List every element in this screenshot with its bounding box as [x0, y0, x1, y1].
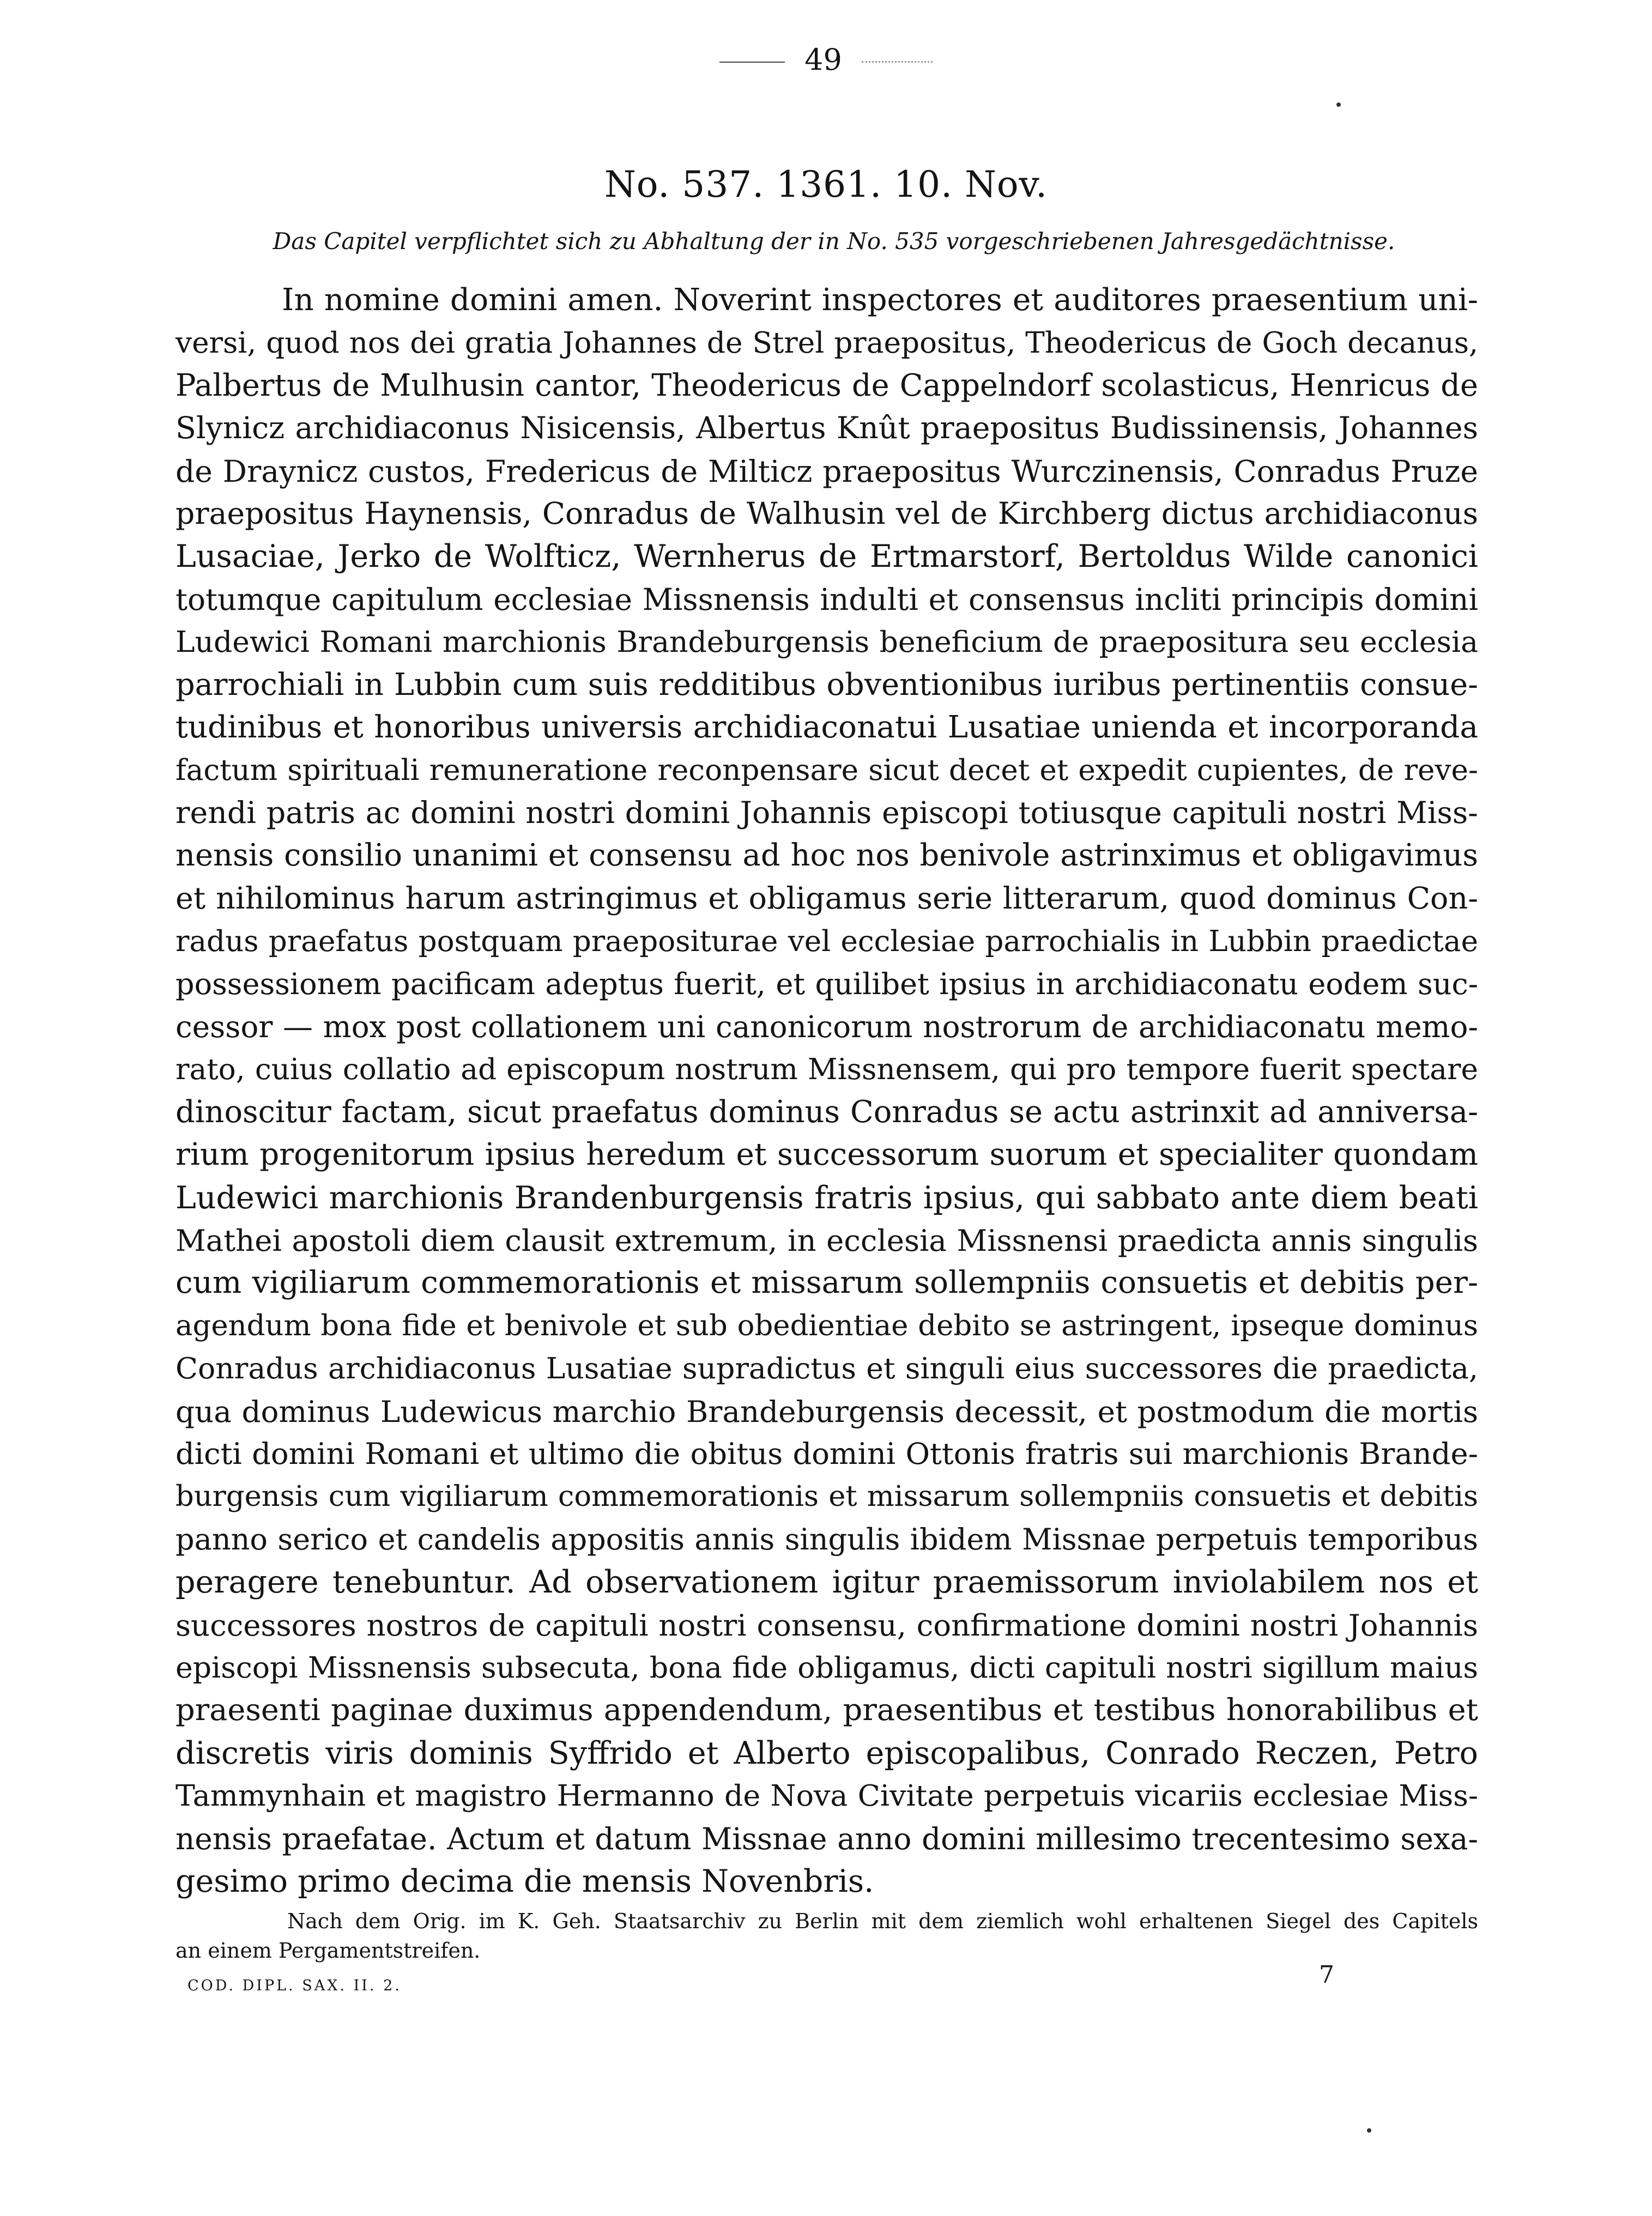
- body-line: tudinibus et honoribus universis archidiaconatui Lusatiae unienda et incorporanda: [176, 710, 1478, 746]
- body-line: Tammynhain et magistro Hermanno de Nova Civitate perpetuis vicariis ecclesiae Miss-: [176, 1778, 1478, 1813]
- body-line: qua dominus Ludewicus marchio Brandeburgensis decessit, et postmodum die mortis: [176, 1394, 1478, 1429]
- source-note-line: Nach dem Orig. im K. Geh. Staatsarchiv zu Berlin mit dem ziemlich wohl erhaltenen Siegel des Capitels: [287, 1909, 1478, 1933]
- body-line: panno serico et candelis appositis annis singulis ibidem Missnae perpetuis temporibus: [176, 1522, 1478, 1557]
- body-line: episcopi Missnensis subsecuta, bona fide obligamus, dicti capituli nostri sigillum maius: [176, 1650, 1478, 1685]
- source-note-line: an einem Pergamentstreifen.: [176, 1939, 481, 1963]
- signature-siglum: COD. DIPL. SAX. II. 2.: [187, 1977, 402, 1994]
- body-line: Slynicz archidiaconus Nisicensis, Albertus Knût praepositus Budissinensis, Johannes: [176, 411, 1478, 446]
- body-line: factum spirituali remuneratione reconpensare sicut decet et expedit cupientes, de reve-: [176, 753, 1478, 788]
- body-line: burgensis cum vigiliarum commemorationis et missarum sollempniis consuetis et debitis: [176, 1480, 1478, 1513]
- body-line: rendi patris ac domini nostri domini Johannis episcopi totiusque capituli nostri Miss-: [176, 795, 1478, 831]
- scan-speck: [1336, 102, 1341, 107]
- body-line: dinoscitur factam, sicut praefatus dominus Conradus se actu astrinxit ad anniversa-: [176, 1094, 1478, 1130]
- body-line: praepositus Haynensis, Conradus de Walhusin vel de Kirchberg dictus archidiaconus: [176, 497, 1478, 532]
- body-line: de Draynicz custos, Fredericus de Milticz praepositus Wurczinensis, Conradus Pruze: [176, 453, 1478, 489]
- body-line: In nomine domini amen. Noverint inspectores et auditores praesentium uni-: [282, 282, 1478, 318]
- body-line: possessionem pacificam adeptus fuerit, et quilibet ipsius in archidiaconatu eodem suc-: [176, 966, 1478, 1001]
- document-subtitle: Das Capitel verpflichtet sich zu Abhaltung der in No. 535 vorgeschriebenen Jahresgedächtnisse.: [273, 228, 1395, 255]
- scan-speck: [1367, 2128, 1371, 2133]
- body-line: totumque capitulum ecclesiae Missnensis indulti et consensus incliti principis domini: [176, 582, 1478, 617]
- body-line: rato, cuius collatio ad episcopum nostrum Missnensem, qui pro tempore fuerit spectare: [176, 1052, 1478, 1087]
- body-line: Conradus archidiaconus Lusatiae supradictus et singuli eius successores die praedicta,: [176, 1351, 1478, 1386]
- body-line: peragere tenebuntur. Ad observationem igitur praemissorum inviolabilem nos et: [176, 1564, 1478, 1601]
- body-line: gesimo primo decima die mensis Novenbris.: [176, 1863, 874, 1900]
- body-line: Lusaciae, Jerko de Wolfticz, Wernherus de Ertmarstorf, Bertoldus Wilde canonici: [176, 538, 1478, 575]
- body-line: cessor — mox post collationem uni canonicorum nostrorum de archidiaconatu memo-: [176, 1009, 1478, 1044]
- body-line: Ludewici marchionis Brandenburgensis fratris ipsius, qui sabbato ante diem beati: [176, 1179, 1478, 1216]
- body-line: successores nostros de capituli nostri consensu, confirmatione domini nostri Johannis: [176, 1607, 1478, 1643]
- document-title: No. 537. 1361. 10. Nov.: [604, 164, 1048, 205]
- page-number: [0, 43, 1652, 77]
- page-number-text: 49: [804, 43, 842, 77]
- body-line: praesenti paginae duximus appendendum, praesentibus et testibus honorabilibus et: [176, 1692, 1478, 1728]
- body-line: parrochiali in Lubbin cum suis redditibus obventionibus iuribus pertinentiis consue-: [176, 667, 1478, 703]
- document-body: [176, 279, 1478, 1903]
- body-line: Ludewici Romani marchionis Brandeburgensis beneficium de praepositura seu ecclesia: [176, 625, 1478, 659]
- body-line: dicti domini Romani et ultimo die obitus domini Ottonis fratris sui marchionis Brande-: [176, 1436, 1478, 1471]
- body-line: nensis praefatae. Actum et datum Missnae anno domini millesimo trecentesimo sexa-: [176, 1821, 1478, 1856]
- body-line: et nihilominus harum astringimus et obligamus serie litterarum, quod dominus Con-: [176, 880, 1478, 916]
- body-line: cum vigiliarum commemorationis et missarum sollempniis consuetis et debitis per-: [176, 1265, 1478, 1301]
- body-line: versi, quod nos dei gratia Johannes de Strel praepositus, Theodericus de Goch decanus,: [176, 326, 1478, 360]
- header-rule-right: [862, 61, 933, 64]
- body-line: Mathei apostoli diem clausit extremum, in ecclesia Missnensi praedicta annis singulis: [176, 1222, 1478, 1258]
- header-rule-left: [719, 62, 785, 63]
- body-line: Palbertus de Mulhusin cantor, Theodericus de Cappelndorf scolasticus, Henricus de: [176, 367, 1478, 403]
- body-line: nensis consilio unanimi et consensu ad hoc nos benivole astrinximus et obligavimus: [176, 838, 1478, 874]
- body-line: rium progenitorum ipsius heredum et successorum suorum et specialiter quondam: [176, 1137, 1478, 1173]
- body-line: radus praefatus postquam praepositurae vel ecclesiae parrochialis in Lubbin praedictae: [176, 924, 1478, 959]
- body-line: discretis viris dominis Syffrido et Alberto episcopalibus, Conrado Reczen, Petro: [176, 1735, 1478, 1771]
- body-line: agendum bona fide et benivole et sub obedientiae debito se astringent, ipseque dominus: [176, 1309, 1478, 1342]
- sheet-number: 7: [1319, 1961, 1334, 1989]
- source-note: [176, 1906, 1478, 1965]
